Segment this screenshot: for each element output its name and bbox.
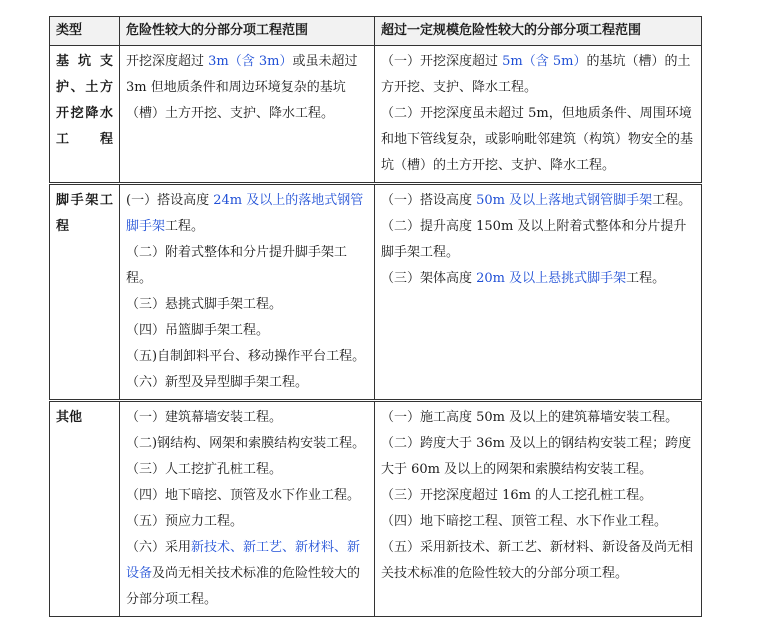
- large-scale-scope-cell: [375, 46, 702, 184]
- scope-item: [381, 535, 695, 587]
- scope-text: （四）吊篮脚手架工程。: [126, 323, 270, 338]
- highlighted-text: 5m（含 5m）: [502, 54, 587, 69]
- highlighted-text: 24m 及以上的落地式钢管脚手架: [126, 193, 364, 234]
- header-dangerous-scope: 危险性较大的分部分项工程范围: [120, 17, 375, 46]
- highlighted-text: 3m（含 3m）: [208, 54, 293, 69]
- scope-text: （三）开挖深度超过 16m 的人工挖孔桩工程。: [381, 488, 653, 503]
- header-type: 类型: [50, 17, 120, 46]
- highlighted-text: 新技术、新工艺、新材料、新设备: [126, 540, 361, 581]
- scope-text: （三）人工挖扩孔桩工程。: [126, 462, 283, 477]
- scope-item: [126, 509, 368, 535]
- scope-item: [126, 535, 368, 613]
- table-row: [50, 46, 702, 184]
- scope-text: （六）新型及异型脚手架工程。: [126, 375, 309, 390]
- scope-item: [381, 214, 695, 266]
- header-large-scale-scope: 超过一定规模危险性较大的分部分项工程范围: [375, 17, 702, 46]
- scope-text: （一）建筑幕墙安装工程。: [126, 410, 283, 425]
- scope-table: [49, 16, 702, 617]
- scope-text: 工程。: [652, 193, 692, 208]
- scope-text: （五)自制卸料平台、移动操作平台工程。: [126, 349, 366, 364]
- scope-item: [126, 240, 368, 292]
- table-body: [50, 46, 702, 617]
- large-scale-scope-cell: [375, 184, 702, 401]
- scope-item: [381, 509, 695, 535]
- scope-item: [381, 188, 695, 214]
- scope-text: （一）搭设高度: [381, 193, 477, 208]
- scope-item: [126, 483, 368, 509]
- row-type-cell: 其他: [50, 401, 120, 617]
- scope-item: [381, 266, 695, 292]
- scope-text: （六）采用: [126, 540, 192, 555]
- scope-item: [126, 318, 368, 344]
- row-type-cell: 基坑支护、土方开挖降水工程: [50, 46, 120, 184]
- scope-text: （四）地下暗挖工程、顶管工程、水下作业工程。: [381, 514, 668, 529]
- scope-item: [126, 370, 368, 396]
- scope-table-wrapper: [49, 16, 701, 617]
- large-scale-scope-cell: [375, 401, 702, 617]
- scope-text: （二）附着式整体和分片提升脚手架工程。: [126, 245, 348, 286]
- scope-text: 的基坑（槽）的土方开挖、支护、降水工程。: [381, 54, 691, 95]
- scope-item: [126, 344, 368, 370]
- scope-item: [126, 188, 368, 240]
- dangerous-scope-cell: [120, 184, 375, 401]
- scope-text: （二)钢结构、网架和索膜结构安装工程。: [126, 436, 366, 451]
- highlighted-text: 50m 及以上落地式钢管脚手架: [476, 193, 653, 208]
- scope-item: [381, 483, 695, 509]
- scope-text: （一）施工高度 50m 及以上的建筑幕墙安装工程。: [381, 410, 679, 425]
- table-row: [50, 401, 702, 617]
- scope-text: （一）开挖深度超过: [381, 54, 503, 69]
- scope-text: 或虽未超过 3m 但地质条件和周边环境复杂的基坑（槽）土方开挖、支护、降水工程。: [126, 54, 358, 121]
- scope-text: （四）地下暗挖、顶管及水下作业工程。: [126, 488, 361, 503]
- scope-item: [126, 405, 368, 431]
- scope-item: [381, 49, 695, 101]
- scope-item: [126, 49, 368, 127]
- highlighted-text: 20m 及以上悬挑式脚手架: [476, 271, 627, 286]
- scope-item: [126, 457, 368, 483]
- scope-text: （二）开挖深度虽未超过 5m，但地质条件、周围环境和地下管线复杂，或影响毗邻建筑（构筑）物安全的基坑（槽）的土方开挖、支护、降水工程。: [381, 106, 694, 173]
- scope-item: [126, 292, 368, 318]
- scope-text: 工程。: [626, 271, 666, 286]
- scope-item: [126, 431, 368, 457]
- scope-text: （三）架体高度: [381, 271, 477, 286]
- scope-text: 及尚无相关技术标准的危险性较大的分部分项工程。: [126, 566, 361, 607]
- scope-text: （三）悬挑式脚手架工程。: [126, 297, 283, 312]
- scope-text: 工程。: [165, 219, 205, 234]
- table-row: [50, 184, 702, 401]
- scope-item: [381, 431, 695, 483]
- scope-text: （五）采用新技术、新工艺、新材料、新设备及尚无相关技术标准的危险性较大的分部分项工程。: [381, 540, 694, 581]
- scope-item: [381, 101, 695, 179]
- scope-text: (一）搭设高度: [126, 193, 214, 208]
- scope-text: （二）跨度大于 36m 及以上的钢结构安装工程；跨度大于 60m 及以上的网架和索膜结构安装工程。: [381, 436, 692, 477]
- dangerous-scope-cell: [120, 46, 375, 184]
- scope-text: 开挖深度超过: [126, 54, 209, 69]
- scope-text: （五）预应力工程。: [126, 514, 244, 529]
- scope-item: [381, 405, 695, 431]
- scope-text: （二）提升高度 150m 及以上附着式整体和分片提升脚手架工程。: [381, 219, 687, 260]
- table-header-row: [50, 17, 702, 46]
- dangerous-scope-cell: [120, 401, 375, 617]
- row-type-cell: 脚手架工程: [50, 184, 120, 401]
